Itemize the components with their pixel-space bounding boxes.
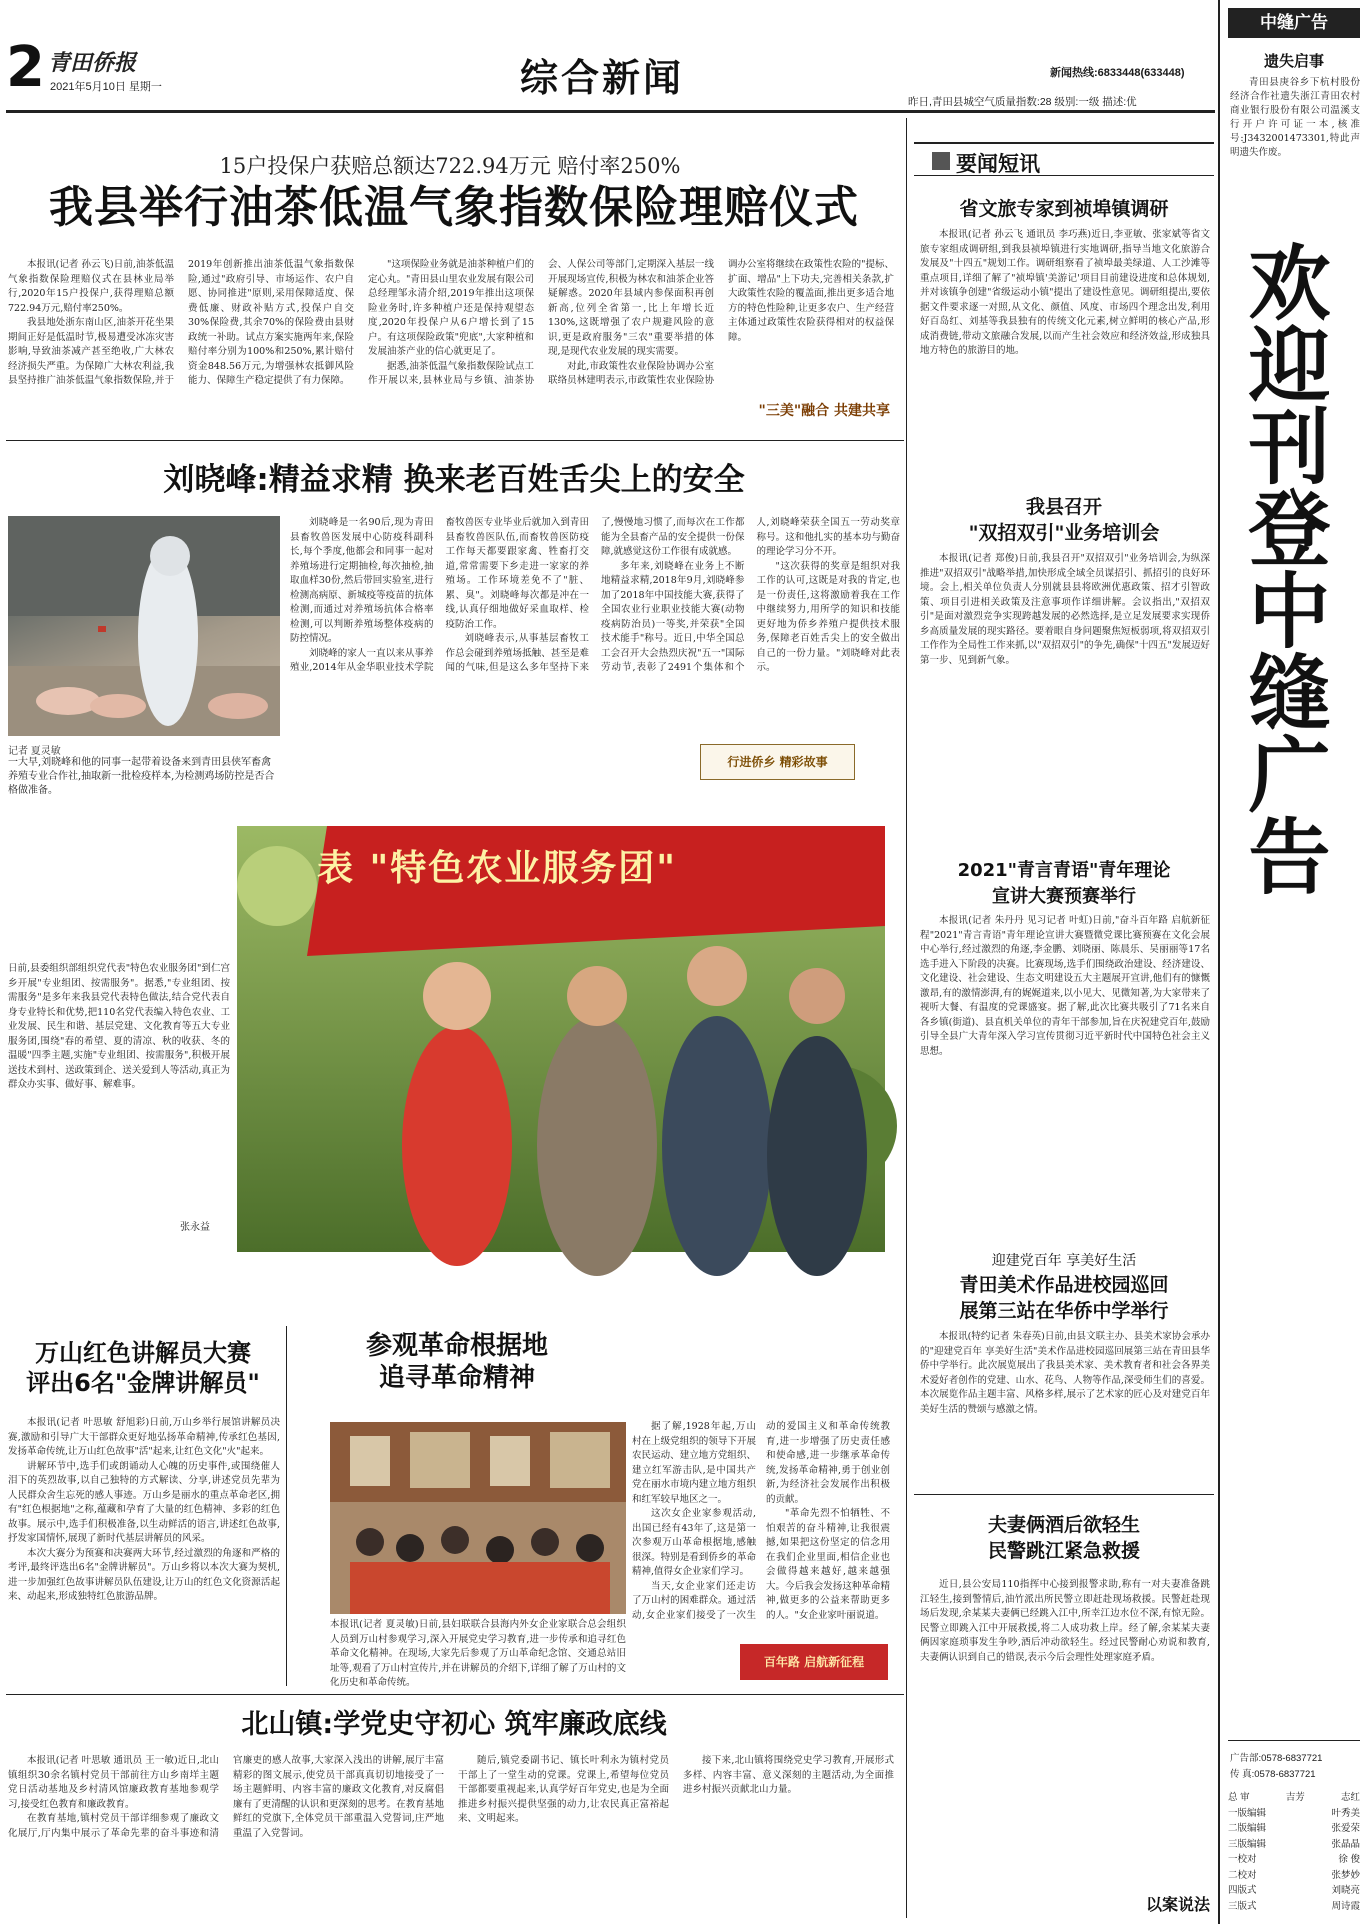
brief-body: 近日,县公安局110指挥中心接到报警求助,称有一对夫妻准备跳江轻生,接到警情后,油竹派出所民警立即赶赴现场救援。民警赶赴现场后发现,余某某夫妻俩已经跳入江中,所幸江边水位不深,有惊无险。民警立即跳入江中开展救援,将二人成功救上岸。经了解,余某某夫妻俩因家庭琐事发生争吵,酒后冲动欲轻生。经过民警耐心劝说和教育,夫妻俩认识到自己的错误,表示今后会理性处理家庭矛盾。 xyxy=(920,1579,1210,1663)
staff-name: 吉芳 xyxy=(1285,1792,1305,1803)
page-number: 2 xyxy=(6,35,45,100)
staff-name: 张晶晶 xyxy=(1331,1838,1360,1850)
lost-notice-title: 遗失启事 xyxy=(1263,52,1324,70)
story3-title xyxy=(8,1338,278,1398)
story5-paragraph: 接下来,北山镇将围绕党史学习教育,开展形式多样、内容丰富、意义深刻的主题活动,为全面推进乡村振兴贡献北山力量。 xyxy=(683,1755,894,1795)
lead-paragraph: 我县地处浙东南山区,油茶开花坐果期间正好是低温时节,极易遭受冰冻灾害影响,导致油茶减产甚至绝收,广大林农经济损失严重。为保障广大林农利益,我县坚持推广油茶低温气象指数保险,并于2019年创新推出油茶低温气象指数保险,通过"政府引导、市场运作、农户自愿、协同推进"原则,采用保障适度、保费低廉、财政补贴方式,投保户自交30%保险费,其余70%的保险费由县财政统一补助。试点方案实施两年来,保险赔付率分别为100%和250%,累计赔付资金848.56万元,为增强林农抵御风险能力、保障生产稳定提供了有力保障。 xyxy=(8,259,354,386)
staff-row xyxy=(1228,1883,1360,1899)
brief-body: 本报讯(记者 孙云飞 通讯员 李巧燕)近日,李亚敏、张家斌等省文旅专家组成调研组,到我县祯埠镇进行实地调研,指导当地文化旅游合发展及"十四五"规划工作。调研组察看了祯埠最美绿道、人工沙滩等重点项目,详细了解了"祯埠镇'美游记'项目目前建设进度和总体规划,并对该镇争创建"省级运动小镇"提出了建设性意见。调研组提出,要依据文件要求逐一对照,从文化、颜值、风度、市场四个理念出发,利用好百岛红、刘基等我县独有的传统文化元素,树立鲜明的核心产品,形成消费链,带动文旅融合发展,以而产生社会效应和经济效益,形成独具地方特色的旅游目的地。 xyxy=(920,229,1210,356)
story4-paragraph: 据了解,1928年起,万山村在上级党组织的领导下开展农民运动、建立地方党组织、建立红军游击队,是中国共产党在丽水市境内建立地方组织和红军较早地区之一。 xyxy=(632,1421,756,1505)
staff-row xyxy=(1228,1852,1360,1868)
brief-kicker: 迎建党百年 享美好生活 xyxy=(991,1253,1137,1269)
story-series-logo: 行进侨乡 精彩故事 xyxy=(700,744,855,780)
law-column-logo: 以案说法 xyxy=(1145,1895,1210,1914)
staff-row xyxy=(1228,1806,1360,1822)
story2-paragraph: 刘晓峰表示,从事基层畜牧工作总会碰到养殖场抵触、甚至是难闻的气味,但是这么多年坚持下来了,慢慢地习惯了,而每次在工作都能为全县畜产品的安全提供一份保障,就感觉这份工作很有成就感。 xyxy=(445,517,745,673)
brief-title-line: "双招双引"业务培训会 xyxy=(968,522,1160,544)
museum-illustration xyxy=(330,1422,626,1614)
sidebar-header xyxy=(914,142,1214,176)
staff-row xyxy=(1228,1899,1360,1915)
banner-photo-caption: 日前,县委组织部组织党代表"特色农业服务团"到仁宫乡开展"专业组团、按需服务"。据悉,"专业组团、按需服务"是多年来我县党代表特色做法,结合党代表自身专业特长和优势,把110名党代表编入特色农业、工业发展、民生和谐、基层党建、文化教育等五大专业服务团,围绕"春的希望、夏的清凉、秋的收获、冬的温暖"四季主题,实施"专业组团、按需服务",积极开展送技术到村、送政策到企、送关爱到人等活动,真正为群众办实事、做好事、解难事。 xyxy=(8,963,230,1090)
staff-role: 二版编辑 xyxy=(1228,1823,1267,1834)
story2-paragraph: 刘晓峰是一名90后,现为青田县畜牧兽医发展中心防疫科副科长,每个季度,他都会和同事一起对养殖场进行定期抽检,每次抽检,抽取血样30份,然后带回实验室,进行检测高病原、新城疫等疫苗的抗体检测,而通过对养殖场抗体合格率检测,可以判断养殖场整体疫病的防控情况。 xyxy=(290,517,434,644)
brief-title-line: 我县召开 xyxy=(1025,496,1102,518)
vet-photo xyxy=(8,516,280,736)
brief-title-line: 展第三站在华侨中学举行 xyxy=(959,1300,1169,1322)
staff-name: 志红 xyxy=(1340,1792,1360,1803)
section-title: 综合新闻 xyxy=(520,56,685,100)
brief-title xyxy=(914,1272,1214,1324)
brief-title xyxy=(914,1512,1214,1564)
brief-title-line: 宣讲大赛预赛举行 xyxy=(992,886,1136,907)
story4-body xyxy=(632,1420,890,1680)
staff-name: 周诗霞 xyxy=(1331,1900,1360,1912)
banner-text: 表 "特色农业服务团" xyxy=(317,848,678,889)
museum-photo xyxy=(330,1422,626,1614)
story5-body xyxy=(8,1754,894,1920)
lead-title: 我县举行油茶低温气象指数保险理赔仪式 xyxy=(49,182,859,233)
staff-row xyxy=(1228,1790,1360,1806)
staff-role: 一校对 xyxy=(1228,1854,1257,1865)
staff-role: 四版式 xyxy=(1228,1885,1257,1896)
air-quality: 昨日,青田县城空气质量指数:28 级别:一级 描述:优 xyxy=(908,96,1137,108)
service-team-photo xyxy=(237,826,885,1252)
brief-title-line: 民警跳江紧急救援 xyxy=(987,1540,1140,1562)
centenary-logo: 百年路 启航新征程 xyxy=(740,1644,888,1680)
story2-title: 刘晓峰:精益求精 换来老百姓舌尖上的安全 xyxy=(163,462,745,498)
staff-role: 三版编辑 xyxy=(1228,1838,1267,1850)
story5-paragraph: 随后,镇党委副书记、镇长叶利永为镇村党员干部上了一堂生动的党课。党课上,希望每位党员干部都要重视起来,认真学好百年党史,也是为全面推进乡村振兴提供坚强的动力,让农民真正富裕起来、文明起来。 xyxy=(458,1755,669,1824)
story2-paragraph: "这次获得的奖章是组织对我工作的认可,这既是对我的肯定,也是一份责任,这将激励着我在工作中继续努力,用所学的知识和技能更好地为侨乡养殖户提供技术服务,保障老百姓舌尖上的安全做出自己的一份力量。"刘晓峰对此表示。 xyxy=(756,560,900,673)
sanmei-logo: "三美"融合 共建共享 xyxy=(758,403,890,419)
staff-name: 张梦妙 xyxy=(1331,1869,1360,1881)
lead-paragraph: 据悉,油茶低温气象指数保险试点工作开展以来,县林业局与乡镇、油茶协会、人保公司等部门,定期深入基层一线开展现场宣传,积极为林农和油茶企业答疑解惑。2020年县域内参保面积再创新高,位列全省第一,比上年增长近130%,这既增强了农户规避风险的意识,更是政府服务"三农"重要举措的体现,是现代农业发展的现实需要。 xyxy=(368,259,714,386)
staff-name: 叶秀美 xyxy=(1331,1807,1360,1819)
story5-paragraph: 在教育基地,镇村党员干部详细参观了廉政文化展厅,厅内集中展示了革命先辈的奋斗事迹和清官廉吏的感人故事,大家深入浅出的讲解,展厅丰富精彩的图文展示,使党员干部真真切切地接受了一场主题鲜明、内容丰富的廉政文化教育,对反腐倡廉有了更清醒的认识和更深刻的思考。在教育基地鲜红的党旗下,全体党员干部重温入党誓词,庄严地重温了入党誓词。 xyxy=(8,1755,444,1839)
story3-paragraph: 本次大赛分为预赛和决赛两大环节,经过激烈的角逐和严格的考评,最终评选出6名"金牌讲解员"。万山乡将以本次大赛为契机,进一步加强红色故事讲解员队伍建设,让万山的红色文化资源活起来、动起来,形成独特红色旅游品牌。 xyxy=(8,1547,280,1602)
masthead-rule xyxy=(6,110,1215,113)
brief-title-line: 青田美术作品进校园巡回 xyxy=(959,1274,1169,1296)
staff-row xyxy=(1228,1868,1360,1884)
story3-paragraph: 讲解环节中,选手们或朗诵动人心魄的历史事件,或围绕催人泪下的英烈故事,以自己独特的方式解读、分享,讲述党员先辈为人民群众舍生忘死的感人事迹。万山乡是丽水的重点革命老区,拥有"红色根据地"之称,蕴藏和孕育了大量的红色精神、多彩的红色故事。展示中,选手们积极准备,以生动鲜活的语言,讲述红色故事,抒发家国情怀,展现了新时代基层讲解员的风采。 xyxy=(8,1460,280,1544)
story3-title-line: 万山红色讲解员大赛 xyxy=(35,1339,251,1367)
ad-fax: 传 真:0578-6837721 xyxy=(1230,1769,1316,1780)
staff-name: 张爱荣 xyxy=(1331,1823,1360,1834)
square-icon xyxy=(932,152,950,170)
banner-photo-credit: 张永益 xyxy=(180,1222,210,1233)
staff-role: 总 审 xyxy=(1228,1792,1250,1803)
issue-date: 2021年5月10日 星期一 xyxy=(50,81,162,93)
staff-name: 刘晓亮 xyxy=(1331,1885,1360,1896)
lead-paragraph: 本报讯(记者 孙云飞)日前,油茶低温气象指数保险理赔仪式在县林业局举行,2020年15户投保户,获得理赔总额722.94万元,赔付率250%。 xyxy=(8,259,174,314)
staff-role: 一版编辑 xyxy=(1228,1807,1267,1819)
staff-row xyxy=(1228,1821,1360,1837)
brief-title xyxy=(914,858,1214,910)
ad-phone: 广告部:0578-6837721 xyxy=(1230,1753,1323,1764)
brief-title: 省文旅专家到祯埠镇调研 xyxy=(959,198,1169,220)
staff-name: 徐 俊 xyxy=(1338,1854,1360,1865)
story3-body xyxy=(8,1416,280,1676)
paper-name: 青田侨报 xyxy=(48,50,137,76)
story2-paragraph: 刘晓峰的家人一直以来从事养殖业,2014年从金华职业技术学院畜牧兽医专业毕业后就加入到青田县畜牧兽医队伍,而畜牧兽医防疫工作每天都要跟家禽、牲畜打交道,常常需要下乡走进一家家的养殖场。工作环境差免不了"脏、累、臭"。刘晓峰每次都是冲在一线,认真仔细地做好采血取样、检疫防治工作。 xyxy=(290,517,589,673)
brief-body: 本报讯(特约记者 朱春英)日前,由县文联主办、县美术家协会承办的"迎建党百年 享美好生活"美术作品进校园巡回展第三站在青田县华侨中学举行。此次展览展出了我县美术家、美术教育者和社会各界美术爱好者创作的党建、山水、花鸟、人物等作品,深受师生们的喜爱。本次展览作品主题丰富、风格多样,展示了艺术家的匠心及对建党百年美好生活的赞颂与感激之情。 xyxy=(920,1331,1210,1415)
story4-title xyxy=(292,1330,622,1394)
story4-paragraph: 这次女企业家参观活动,出国已经有43年了,这是第一次参观万山革命根据地,感触很深。特别是看到侨乡的革命精神,值得女企业家们学习。 xyxy=(632,1508,756,1577)
brief-title-line: 夫妻俩酒后欲轻生 xyxy=(987,1514,1140,1536)
lead-kicker: 15户投保户获赔总额达722.94万元 赔付率250% xyxy=(219,154,681,178)
vet-photo-illustration xyxy=(8,516,280,736)
story4-title-line: 参观革命根据地 xyxy=(365,1331,548,1361)
story3-paragraph: 本报讯(记者 叶思敏 舒旭彩)日前,万山乡举行展馆讲解员决赛,激励和引导广大干部群众更好地弘扬革命精神,传承红色基因,发扬革命传统,让万山红色故事"活"起来,让红色文化"火"起来。 xyxy=(8,1417,280,1457)
staff-row xyxy=(1228,1837,1360,1853)
brief-title xyxy=(914,494,1214,546)
story4-title-line: 追寻革命精神 xyxy=(378,1363,535,1393)
lead-paragraph: 对此,市政策性农业保险协调办公室联络员林建明表示,市政策性农业保险协调办公室将继续在政策性农险的"提标、扩面、增品"上下功夫,完善相关条款,扩大政策性农险的覆盖面,推出更多适合地方的特色性险种,让更多农户、生产经营主体通过政策性农险获得相对的权益保障。 xyxy=(548,259,894,386)
sidebar-header-label: 要闻短讯 xyxy=(956,152,1040,176)
staff-role: 三版式 xyxy=(1228,1900,1257,1912)
lost-notice-body: 青田县庚谷乡下杭村股份经济合作社遗失浙江青田农村商业银行股份有限公司温溪支行开户许可证一本,核准号:J3432001473301,特此声明遗失作废。 xyxy=(1230,77,1360,158)
story5-title: 北山镇:学党史守初心 筑牢廉政底线 xyxy=(241,1709,667,1740)
story4-paragraph: 当天,女企业家们还走访了万山村的困难群众。通过活动,女企业家们接受了一次生动的爱国主义和革命传统教育,进一步增强了历史责任感和使命感,进一步继承革命传统,发扬革命精神,勇于创业创新,为经济社会发展作出积极的贡献。 xyxy=(632,1421,890,1621)
story3-title-line: 评出6名"金牌讲解员" xyxy=(26,1369,260,1397)
lead-paragraph: "这项保险业务就是油茶种植户们的定心丸。"青田县山里农业发展有限公司总经理邹永清介绍,2019年推出这项保险业务时,许多种植户还是保持观望态度,2020年投保户从6户增长到了15户。有这项保险政策"兜底",大家种植和发展油茶产业的信心就更足了。 xyxy=(368,259,534,357)
staff-role: 二校对 xyxy=(1228,1869,1257,1881)
story5-paragraph: 本报讯(记者 叶思敏 通讯员 王一敏)近日,北山镇组织30余名镇村党员干部前往方山乡南垟主题党日活动基地及乡村清风馆廉政教育基地参观学习,接受红色教育和廉政教育。 xyxy=(8,1755,219,1810)
brief-body: 本报讯(记者 朱丹丹 见习记者 叶虹)日前,"奋斗百年路 启航新征程"2021"青言青语"青年理论宣讲大赛暨微党课比赛预赛在文化会展中心举行,经过激烈的角逐,李金鹏、刘晓丽、陈晨乐、吴丽丽等17名选手进入下阶段的决赛。比赛现场,选手们围绕政治建设、经济建设、文化建设、社会建设、生态文明建设五大主题展开宣讲,他们有的慷慨激昂,有的激情澎湃,有的娓娓道来,以小见大、见微知著,为大家带来了视听大餐、有温度的党课盛宴。据了解,此次比赛共吸引了71名来自各乡镇(街道)、县直机关单位的青年干部参加,旨在庆祝建党百年,鼓励引导全县广大青年深入学习宣传贯彻习近平新时代中国特色社会主义思想。 xyxy=(920,915,1210,1057)
brief-title-line: 2021"青言青语"青年理论 xyxy=(957,860,1171,881)
staff-list xyxy=(1228,1790,1360,1914)
story2-paragraph: 多年来,刘晓峰在业务上不断地精益求精,2018年9月,刘晓峰参加了2018年中国技能大赛,获得了全国农业行业职业技能大赛(动物疫病防治员)一等奖,并荣获"全国技术能手"称号。近日,中华全国总工会召开大会热烈庆祝"五一"国际劳动节,表彰了2491个集体和个人,刘晓峰荣获全国五一劳动奖章称号。这和他扎实的基本功与勤奋的理论学习分不开。 xyxy=(601,517,900,673)
vertical-ad-text: 欢迎刊登中缝广告 xyxy=(1235,240,1330,896)
story2-photo-caption: 一大早,刘晓峰和他的同事一起带着设备来到青田县侠军畜禽养殖专业合作社,抽取新一批检疫样本,为检测鸡场防控是否合格做准备。 xyxy=(8,757,275,796)
story2-photo-credit: 记者 夏灵敏 xyxy=(8,746,61,757)
news-hotline: 新闻热线:6833448(633448) xyxy=(1050,67,1185,79)
ad-header: 中缝广告 xyxy=(1228,8,1360,38)
story4-photo-caption: 本报讯(记者 夏灵敏)日前,县妇联联合县海内外女企业家联合总会组织人员到万山村参观学习,深入开展党史学习教育,进一步传承和追寻红色革命文化精神。在现场,大家先后参观了万山革命纪念馆、交通总站旧址等,观看了万山村宣传片,并在讲解员的介绍下,详细了解了万山村的文化历史和革命传统。 xyxy=(330,1619,626,1688)
story4-paragraph: "革命先烈不怕牺牲、不怕艰苦的奋斗精神,让我很震撼,如果把这份坚定的信念用在我们企业里面,相信企业也会做得越来越好,越来越强大。今后我会发扬这种革命精神,做更多的公益来帮助更多的人。"女企业家叶丽说道。 xyxy=(766,1508,890,1621)
brief-body: 本报讯(记者 郑俊)日前,我县召开"双招双引"业务培训会,为纵深推进"双招双引"战略举措,加快形成全域全员谋招引、抓招引的良好环境。会上,相关单位负责人分别就县县将欧洲优惠政策、招才引智政策、项目引进相关政策及注意事项作详细讲解。会议指出,"双招双引"是面对激烈竞争实现跨越发展的必然选择,是立足发展要求实现侨乡高质量发展的现实路径。要着眼自身问题聚焦短板弱项,将双招双引工作作为全局性工作来抓,以"双招双引"的争先,确保"十四五"发展迈好第一步、见到新气象。 xyxy=(920,553,1210,666)
